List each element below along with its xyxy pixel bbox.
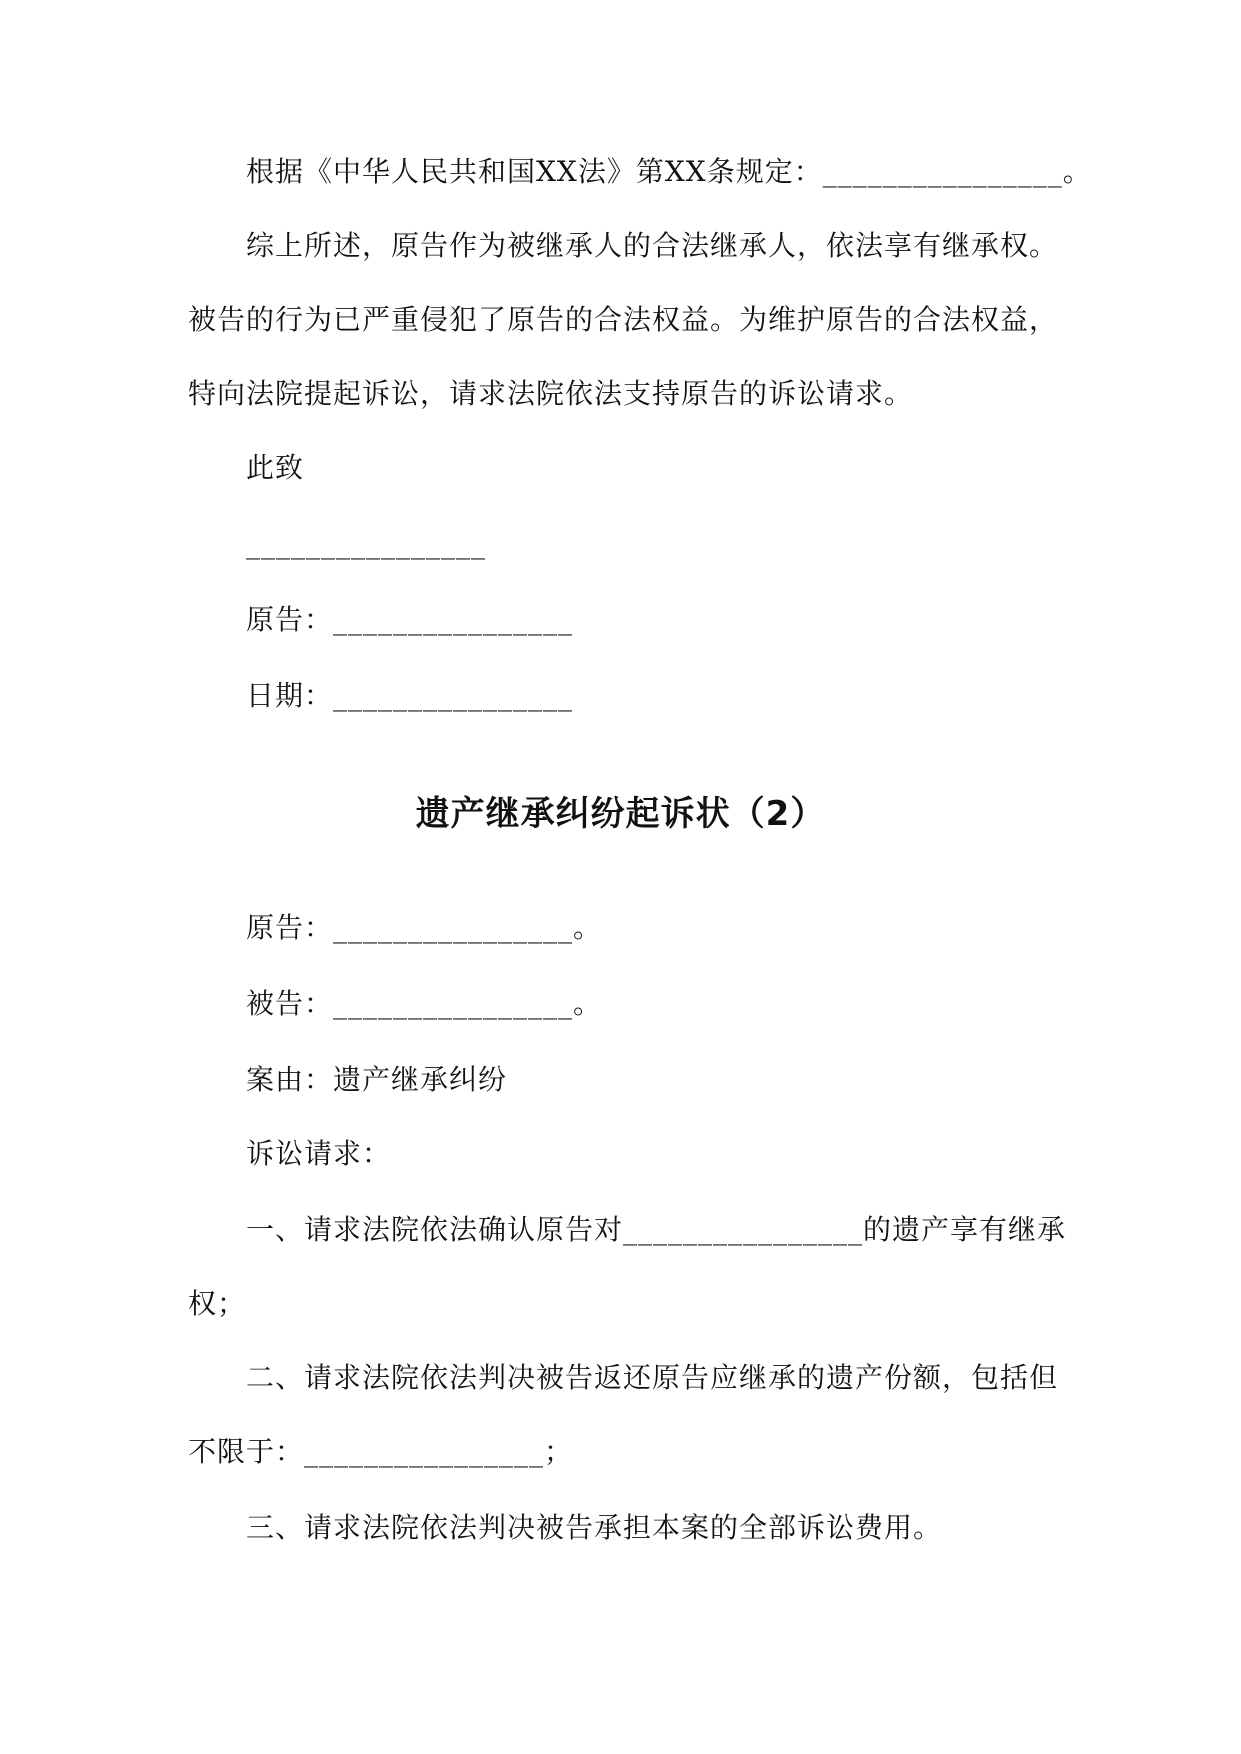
plaintiff-signature: 原告：________________ — [246, 603, 574, 636]
cause-of-action: 案由：遗产继承纠纷 — [246, 1063, 508, 1096]
summary-text-line3: 特向法院提起诉讼，请求法院依法支持原告的诉讼请求。 — [188, 377, 914, 410]
summary-text-line1: 综上所述，原告作为被继承人的合法继承人，依法享有继承权。 — [246, 229, 1059, 262]
legal-basis-text: 根据《中华人民共和国XX法》第XX条规定：________________。 — [246, 155, 1092, 188]
closing-salutation: 此致 — [246, 451, 305, 484]
claim-2-line2: 不限于：________________； — [188, 1435, 574, 1468]
date-signature: 日期：________________ — [246, 679, 574, 712]
document-title: 遗产继承纠纷起诉状（2） — [415, 794, 826, 834]
addressee-blank: ________________ — [246, 527, 486, 560]
defendant-field: 被告：________________。 — [246, 987, 603, 1020]
plaintiff-field: 原告：________________。 — [246, 911, 603, 944]
claim-1-line2: 权； — [188, 1287, 247, 1320]
summary-text-line2: 被告的行为已严重侵犯了原告的合法权益。为维护原告的合法权益， — [188, 303, 1059, 336]
claim-2-line1: 二、请求法院依法判决被告返还原告应继承的遗产份额，包括但 — [246, 1361, 1059, 1394]
claim-3: 三、请求法院依法判决被告承担本案的全部诉讼费用。 — [246, 1511, 943, 1544]
claim-1-line1: 一、请求法院依法确认原告对________________的遗产享有继承 — [246, 1213, 1067, 1246]
claims-heading: 诉讼请求： — [246, 1137, 392, 1170]
